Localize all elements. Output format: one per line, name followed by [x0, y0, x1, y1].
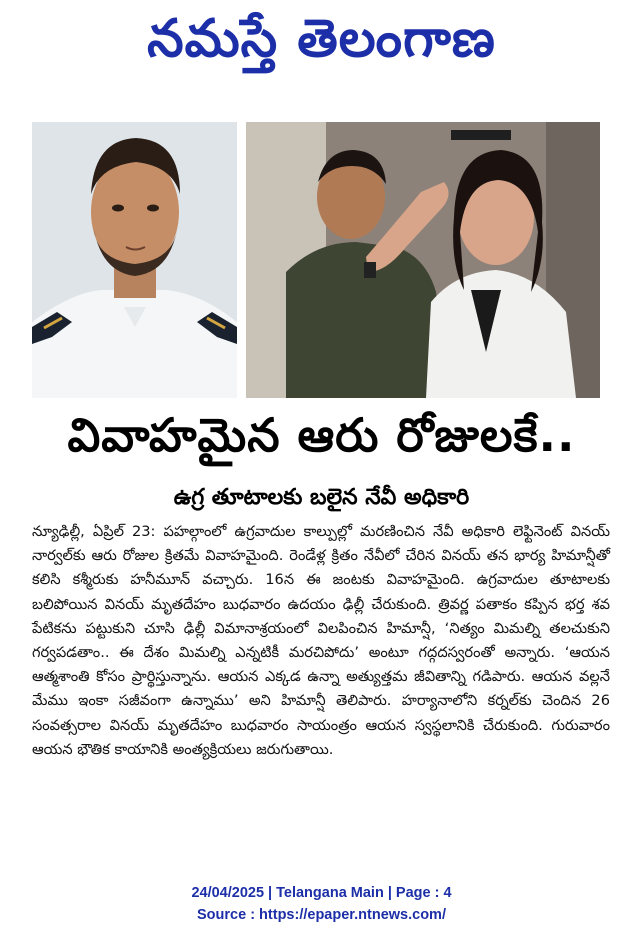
- footer-date-edition: 24/04/2025 | Telangana Main | Page : 4: [191, 885, 452, 901]
- article-subheadline: ఉగ్ర తూటాలకు బలైన నేవీ అధికారి: [173, 485, 470, 510]
- page-footer: [0, 882, 643, 932]
- article-body: న్యూఢిల్లీ, ఏప్రిల్ 23: పహల్గాంలో ఉగ్రవాదుల కాల్పుల్లో మరణించిన నేవీ అధికారి లెఫ్టినెంట్ వినయ్ నార్వల్‌కు ఆరు రోజుల క్రితమే వివాహమైంది. రెండేళ్ల క్రితం నేవీలో చేరిన వినయ్ తన భార్య హిమాన్షీతో కలిసి కశ్మీరుకు హనీమూన్ వచ్చారు. 16న ఈ జంటకు వివాహమైంది. ఉగ్రవాదుల తూటాలకు బలిపోయిన వినయ్ మృతదేహం బుధవారం ఉదయం ఢిల్లీ చేరుకుంది. త్రివర్ణ పతాకం కప్పిన భర్త శవ పేటికను పట్టుకుని చూసి ఢిల్లీ విమానాశ్రయంలో విలపించిన హిమాన్షీ, ‘నిత్యం మిమల్ని తలచుకుని గర్వపడతాం.. ఈ దేశం మిమల్ని ఎన్నటికీ మరచిపోదు’ అంటూ గద్గదస్వరంతో అన్నారు. ‘ఆయన ఆత్మశాంతి కోసం ప్రార్థిస్తున్నాను. ఆయన ఎక్కడ ఉన్నా అత్యుత్తమ జీవితాన్ని గడిపారు. ఆయన వల్లనే మేము ఇంకా సజీవంగా ఉన్నాము’ అని హిమాన్షీ తెలిపారు. హర్యానాలోని కర్నల్‌కు చెందిన 26 సంవత్సరాల వినయ్ మృతదేహం బుధవారం సాయంత్రం ఆయన స్వస్థలానికి చేరుకుంది. గురువారం ఆయన భౌతిక కాయానికి అంత్యక్రియలు జరుగుతాయి.: [32, 523, 610, 758]
- footer-source-link[interactable]: Source : https://epaper.ntnews.com/: [197, 907, 446, 923]
- wife-saluting-photo: [246, 122, 600, 398]
- article-headline: వివాహమైన ఆరు రోజులకే..: [67, 408, 576, 462]
- officer-portrait-photo: [32, 122, 237, 398]
- masthead-logo: నమస్తే తెలంగాణ: [147, 9, 496, 69]
